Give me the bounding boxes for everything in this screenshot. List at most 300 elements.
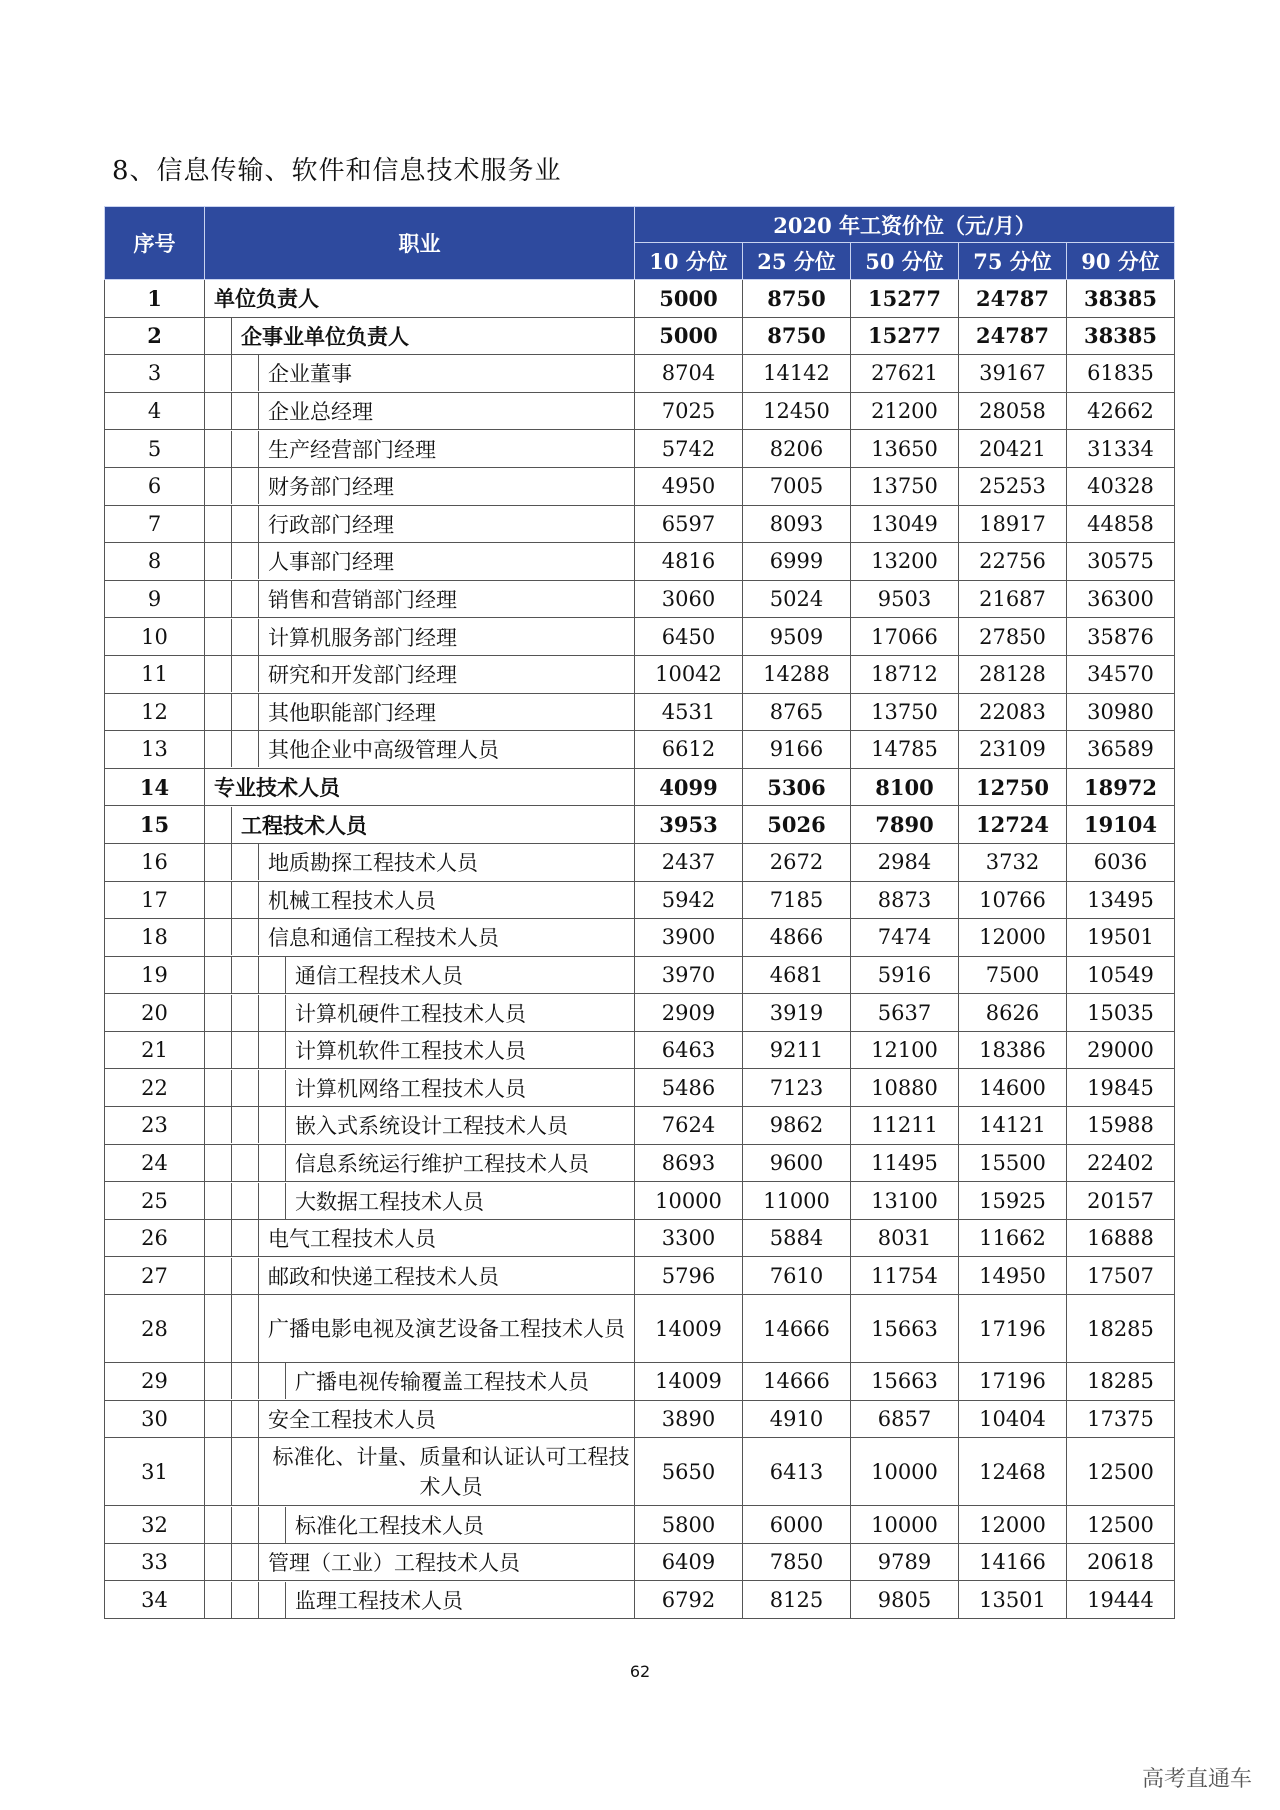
wage-value: 12750	[959, 768, 1067, 806]
table-row	[105, 881, 1175, 919]
indent-guide	[205, 1145, 232, 1181]
indent-guide	[205, 431, 232, 467]
header-p50: 50 分位	[851, 243, 959, 280]
wage-value: 8704	[635, 355, 743, 393]
wage-value: 24787	[959, 317, 1067, 355]
indent-guide	[232, 619, 259, 655]
wage-value: 18972	[1067, 768, 1175, 806]
table-row	[105, 1069, 1175, 1107]
row-index: 32	[105, 1506, 205, 1544]
wage-value: 15988	[1067, 1107, 1175, 1145]
occupation-name: 电气工程技术人员	[268, 1227, 436, 1252]
wage-value: 8873	[851, 881, 959, 919]
wage-value: 6792	[635, 1581, 743, 1619]
indent-guide	[232, 1145, 259, 1181]
indent-guide	[259, 995, 286, 1031]
wage-value: 20421	[959, 430, 1067, 468]
occupation-name: 大数据工程技术人员	[295, 1189, 484, 1214]
indent-guide	[259, 957, 286, 993]
indent-guide	[232, 1183, 259, 1219]
indent-guide	[232, 1295, 259, 1362]
table-row	[105, 1144, 1175, 1182]
row-index: 12	[105, 693, 205, 731]
table-row	[105, 655, 1175, 693]
wage-value: 39167	[959, 355, 1067, 393]
wage-value: 8765	[743, 693, 851, 731]
occupation-cell	[205, 1031, 635, 1069]
indent-guide	[232, 844, 259, 880]
occupation-cell	[205, 1506, 635, 1544]
table-row	[105, 467, 1175, 505]
row-index: 2	[105, 317, 205, 355]
wage-value: 13750	[851, 467, 959, 505]
indent-guide	[232, 1401, 259, 1437]
indent-guide	[232, 731, 259, 767]
wage-value: 8100	[851, 768, 959, 806]
wage-value: 12468	[959, 1438, 1067, 1506]
table-row	[105, 1438, 1175, 1506]
table-row	[105, 919, 1175, 957]
occupation-cell	[205, 919, 635, 957]
wage-value: 6000	[743, 1506, 851, 1544]
wage-value: 8750	[743, 317, 851, 355]
wage-value: 5000	[635, 317, 743, 355]
wage-value: 19444	[1067, 1581, 1175, 1619]
indent-guide	[205, 393, 232, 429]
wage-value: 40328	[1067, 467, 1175, 505]
indent-guide	[232, 1070, 259, 1106]
indent-guide	[205, 1258, 232, 1294]
row-index: 5	[105, 430, 205, 468]
table-row	[105, 1182, 1175, 1220]
occupation-name: 企业总经理	[268, 400, 373, 425]
indent-guide	[205, 543, 232, 579]
table-row	[105, 731, 1175, 769]
wage-value: 4099	[635, 768, 743, 806]
wage-value: 14950	[959, 1257, 1067, 1295]
occupation-name: 专业技术人员	[214, 775, 340, 801]
wage-value: 5884	[743, 1219, 851, 1257]
wage-value: 3890	[635, 1400, 743, 1438]
row-index: 9	[105, 580, 205, 618]
row-index: 21	[105, 1031, 205, 1069]
wage-value: 7185	[743, 881, 851, 919]
wage-value: 28058	[959, 392, 1067, 430]
wage-value: 7005	[743, 467, 851, 505]
indent-guide	[259, 1032, 286, 1068]
row-index: 28	[105, 1295, 205, 1363]
wage-value: 19845	[1067, 1069, 1175, 1107]
wage-value: 9509	[743, 618, 851, 656]
indent-guide	[205, 882, 232, 918]
occupation-cell	[205, 580, 635, 618]
wage-value: 20157	[1067, 1182, 1175, 1220]
indent-guide	[205, 1507, 232, 1543]
indent-guide	[232, 1438, 259, 1505]
wage-value: 15277	[851, 317, 959, 355]
occupation-name: 标准化工程技术人员	[295, 1513, 484, 1538]
indent-guide	[205, 1438, 232, 1505]
occupation-cell	[205, 1295, 635, 1363]
row-index: 17	[105, 881, 205, 919]
indent-guide	[232, 919, 259, 955]
wage-value: 11495	[851, 1144, 959, 1182]
occupation-name: 生产经营部门经理	[268, 437, 436, 462]
wage-value: 44858	[1067, 505, 1175, 543]
wage-value: 5796	[635, 1257, 743, 1295]
wage-value: 11211	[851, 1107, 959, 1145]
row-index: 18	[105, 919, 205, 957]
wage-value: 34570	[1067, 655, 1175, 693]
wage-value: 8031	[851, 1219, 959, 1257]
row-index: 7	[105, 505, 205, 543]
wage-value: 14600	[959, 1069, 1067, 1107]
wage-value: 13200	[851, 543, 959, 581]
wage-value: 10549	[1067, 956, 1175, 994]
indent-guide	[232, 431, 259, 467]
wage-value: 11000	[743, 1182, 851, 1220]
indent-guide	[232, 581, 259, 617]
wage-value: 9789	[851, 1543, 959, 1581]
table-row	[105, 1400, 1175, 1438]
wage-value: 15277	[851, 280, 959, 318]
occupation-cell	[205, 1400, 635, 1438]
header-group-title: 2020 年工资价位（元/月）	[635, 207, 1175, 243]
occupation-name: 邮政和快递工程技术人员	[268, 1264, 499, 1289]
indent-guide	[259, 1582, 286, 1618]
table-row	[105, 1581, 1175, 1619]
occupation-cell	[205, 392, 635, 430]
wage-value: 6597	[635, 505, 743, 543]
occupation-cell	[205, 1107, 635, 1145]
row-index: 25	[105, 1182, 205, 1220]
indent-guide	[205, 619, 232, 655]
wage-value: 12500	[1067, 1506, 1175, 1544]
row-index: 11	[105, 655, 205, 693]
indent-guide	[232, 355, 259, 391]
wage-value: 15925	[959, 1182, 1067, 1220]
wage-value: 5650	[635, 1438, 743, 1506]
wage-value: 19104	[1067, 806, 1175, 844]
wage-value: 19501	[1067, 919, 1175, 957]
table-row	[105, 768, 1175, 806]
row-index: 19	[105, 956, 205, 994]
row-index: 16	[105, 843, 205, 881]
wage-value: 14121	[959, 1107, 1067, 1145]
wage-value: 4816	[635, 543, 743, 581]
indent-guide	[205, 1070, 232, 1106]
wage-value: 61835	[1067, 355, 1175, 393]
wage-value: 6999	[743, 543, 851, 581]
occupation-cell	[205, 1543, 635, 1581]
wage-value: 10880	[851, 1069, 959, 1107]
occupation-name: 信息系统运行维护工程技术人员	[295, 1151, 589, 1176]
wage-value: 10000	[635, 1182, 743, 1220]
row-index: 20	[105, 994, 205, 1032]
indent-guide	[232, 506, 259, 542]
occupation-name: 地质勘探工程技术人员	[268, 851, 478, 876]
indent-guide	[205, 844, 232, 880]
wage-value: 27850	[959, 618, 1067, 656]
table-row	[105, 580, 1175, 618]
wage-value: 18712	[851, 655, 959, 693]
wage-value: 2984	[851, 843, 959, 881]
wage-value: 42662	[1067, 392, 1175, 430]
table-header	[105, 207, 1175, 280]
row-index: 24	[105, 1144, 205, 1182]
indent-guide	[205, 318, 232, 354]
indent-guide	[232, 995, 259, 1031]
table-row	[105, 618, 1175, 656]
occupation-cell	[205, 1438, 635, 1506]
indent-guide	[205, 995, 232, 1031]
occupation-name: 计算机服务部门经理	[268, 625, 457, 650]
occupation-name: 安全工程技术人员	[268, 1407, 436, 1432]
indent-guide	[232, 1032, 259, 1068]
wage-value: 14142	[743, 355, 851, 393]
page-number: 62	[629, 1662, 651, 1681]
header-occupation: 职业	[205, 207, 635, 280]
occupation-name: 研究和开发部门经理	[268, 663, 457, 688]
wage-value: 15663	[851, 1363, 959, 1401]
indent-guide	[232, 882, 259, 918]
occupation-cell	[205, 1069, 635, 1107]
row-index: 29	[105, 1363, 205, 1401]
wage-value: 6463	[635, 1031, 743, 1069]
indent-guide	[205, 1107, 232, 1143]
row-index: 15	[105, 806, 205, 844]
wage-value: 3060	[635, 580, 743, 618]
indent-guide	[205, 656, 232, 692]
wage-value: 6450	[635, 618, 743, 656]
header-p25: 25 分位	[743, 243, 851, 280]
wage-value: 15035	[1067, 994, 1175, 1032]
table-row	[105, 392, 1175, 430]
wage-value: 8093	[743, 505, 851, 543]
wage-value: 22402	[1067, 1144, 1175, 1182]
wage-value: 10042	[635, 655, 743, 693]
wage-value: 24787	[959, 280, 1067, 318]
wage-value: 17196	[959, 1295, 1067, 1363]
occupation-cell	[205, 768, 635, 806]
wage-value: 12724	[959, 806, 1067, 844]
wage-value: 38385	[1067, 317, 1175, 355]
wage-value: 28128	[959, 655, 1067, 693]
wage-value: 12100	[851, 1031, 959, 1069]
wage-value: 14288	[743, 655, 851, 693]
wage-value: 22756	[959, 543, 1067, 581]
wage-value: 13650	[851, 430, 959, 468]
occupation-name: 广播电视传输覆盖工程技术人员	[295, 1370, 589, 1395]
indent-guide	[259, 1363, 286, 1399]
wage-value: 14009	[635, 1295, 743, 1363]
indent-guide	[205, 1544, 232, 1580]
wage-value: 5024	[743, 580, 851, 618]
table-row	[105, 430, 1175, 468]
wage-value: 12450	[743, 392, 851, 430]
table-row	[105, 994, 1175, 1032]
wage-value: 36300	[1067, 580, 1175, 618]
indent-guide	[232, 694, 259, 730]
wage-value: 16888	[1067, 1219, 1175, 1257]
wage-value: 4866	[743, 919, 851, 957]
header-p75: 75 分位	[959, 243, 1067, 280]
indent-guide	[232, 393, 259, 429]
occupation-name: 人事部门经理	[268, 550, 394, 575]
row-index: 10	[105, 618, 205, 656]
occupation-name: 计算机软件工程技术人员	[295, 1039, 526, 1064]
indent-guide	[259, 1183, 286, 1219]
table-row	[105, 1543, 1175, 1581]
occupation-cell	[205, 994, 635, 1032]
table-row	[105, 543, 1175, 581]
header-p90: 90 分位	[1067, 243, 1175, 280]
wage-value: 2909	[635, 994, 743, 1032]
occupation-cell	[205, 543, 635, 581]
indent-guide	[205, 1295, 232, 1362]
wage-value: 29000	[1067, 1031, 1175, 1069]
indent-guide	[205, 1220, 232, 1256]
wage-value: 8125	[743, 1581, 851, 1619]
indent-guide	[232, 957, 259, 993]
occupation-name: 企事业单位负责人	[241, 323, 409, 349]
wage-value: 18285	[1067, 1363, 1175, 1401]
wage-value: 7123	[743, 1069, 851, 1107]
wage-value: 12500	[1067, 1438, 1175, 1506]
wage-value: 13049	[851, 505, 959, 543]
indent-guide	[205, 468, 232, 504]
wage-value: 15663	[851, 1295, 959, 1363]
indent-guide	[232, 468, 259, 504]
occupation-name: 管理（工业）工程技术人员	[268, 1551, 520, 1576]
wage-value: 18285	[1067, 1295, 1175, 1363]
indent-guide	[205, 957, 232, 993]
wage-value: 14009	[635, 1363, 743, 1401]
wage-value: 5800	[635, 1506, 743, 1544]
row-index: 13	[105, 731, 205, 769]
occupation-cell	[205, 430, 635, 468]
wage-value: 5000	[635, 280, 743, 318]
occupation-cell	[205, 1581, 635, 1619]
wage-value: 18386	[959, 1031, 1067, 1069]
occupation-name: 单位负责人	[214, 286, 319, 312]
watermark: 高考直通车	[1141, 1767, 1252, 1792]
row-index: 22	[105, 1069, 205, 1107]
wage-value: 3300	[635, 1219, 743, 1257]
table-row	[105, 355, 1175, 393]
wage-value: 7610	[743, 1257, 851, 1295]
wage-value: 7890	[851, 806, 959, 844]
wage-value: 13495	[1067, 881, 1175, 919]
wage-value: 36589	[1067, 731, 1175, 769]
wage-value: 4910	[743, 1400, 851, 1438]
wage-value: 4531	[635, 693, 743, 731]
wage-value: 31334	[1067, 430, 1175, 468]
wage-value: 5637	[851, 994, 959, 1032]
indent-guide	[205, 506, 232, 542]
wage-value: 3732	[959, 843, 1067, 881]
indent-guide	[232, 656, 259, 692]
indent-guide	[232, 1544, 259, 1580]
indent-guide	[205, 694, 232, 730]
wage-value: 14166	[959, 1543, 1067, 1581]
wage-value: 25253	[959, 467, 1067, 505]
wage-value: 8750	[743, 280, 851, 318]
wage-value: 21687	[959, 580, 1067, 618]
table-row	[105, 1506, 1175, 1544]
indent-guide	[232, 1258, 259, 1294]
wage-value: 2672	[743, 843, 851, 881]
occupation-name: 监理工程技术人员	[295, 1588, 463, 1613]
indent-guide	[232, 1220, 259, 1256]
table-row	[105, 1363, 1175, 1401]
wage-value: 6036	[1067, 843, 1175, 881]
table-row	[105, 1219, 1175, 1257]
wage-value: 9211	[743, 1031, 851, 1069]
table-row	[105, 956, 1175, 994]
occupation-cell	[205, 843, 635, 881]
indent-guide	[205, 1363, 232, 1399]
occupation-cell	[205, 881, 635, 919]
table-row	[105, 843, 1175, 881]
wage-value: 7474	[851, 919, 959, 957]
wage-value: 23109	[959, 731, 1067, 769]
row-index: 26	[105, 1219, 205, 1257]
wage-value: 38385	[1067, 280, 1175, 318]
wage-value: 6409	[635, 1543, 743, 1581]
occupation-name: 其他职能部门经理	[268, 700, 436, 725]
wage-value: 15500	[959, 1144, 1067, 1182]
row-index: 14	[105, 768, 205, 806]
wage-value: 14785	[851, 731, 959, 769]
wage-value: 9805	[851, 1581, 959, 1619]
occupation-name: 财务部门经理	[268, 475, 394, 500]
wage-value: 5916	[851, 956, 959, 994]
indent-guide	[232, 1107, 259, 1143]
wage-value: 14666	[743, 1363, 851, 1401]
table-row	[105, 693, 1175, 731]
row-index: 8	[105, 543, 205, 581]
wage-value: 3953	[635, 806, 743, 844]
occupation-cell	[205, 317, 635, 355]
occupation-name: 嵌入式系统设计工程技术人员	[295, 1114, 568, 1139]
wage-value: 11754	[851, 1257, 959, 1295]
table-row	[105, 806, 1175, 844]
occupation-name: 通信工程技术人员	[295, 963, 463, 988]
wage-value: 3970	[635, 956, 743, 994]
occupation-name: 信息和通信工程技术人员	[268, 926, 499, 951]
wage-value: 6857	[851, 1400, 959, 1438]
indent-guide	[259, 1145, 286, 1181]
wage-value: 5486	[635, 1069, 743, 1107]
wage-value: 7850	[743, 1543, 851, 1581]
wage-value: 13501	[959, 1581, 1067, 1619]
row-index: 27	[105, 1257, 205, 1295]
occupation-name: 计算机硬件工程技术人员	[295, 1001, 526, 1026]
wage-value: 5306	[743, 768, 851, 806]
wage-value: 10404	[959, 1400, 1067, 1438]
indent-guide	[205, 1032, 232, 1068]
indent-guide	[259, 1507, 286, 1543]
wage-value: 5942	[635, 881, 743, 919]
indent-guide	[232, 1582, 259, 1618]
wage-value: 35876	[1067, 618, 1175, 656]
wage-value: 21200	[851, 392, 959, 430]
wage-value: 10000	[851, 1506, 959, 1544]
wage-value: 14666	[743, 1295, 851, 1363]
wage-value: 17507	[1067, 1257, 1175, 1295]
table-row	[105, 1257, 1175, 1295]
